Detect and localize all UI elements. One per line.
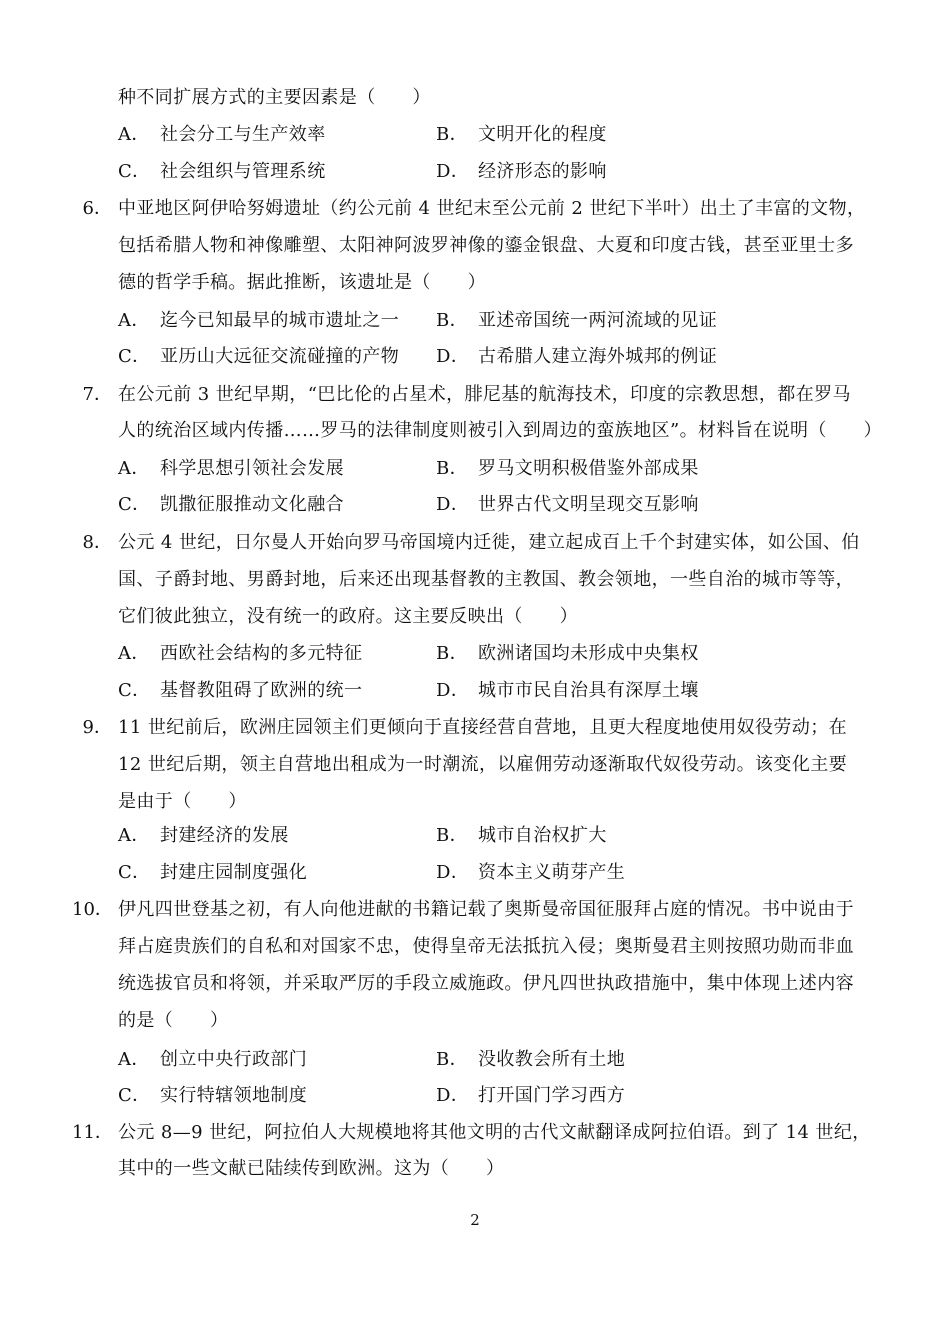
option-text: 社会分工与生产效率 [160,124,326,145]
q5-option-d[interactable] [436,159,607,185]
page-number: 2 [470,1211,480,1229]
q5-option-b[interactable] [436,122,607,148]
q5-stem-line-1: 种不同扩展方式的主要因素是（ ） [118,87,431,108]
option-text: 封建经济的发展 [160,825,289,846]
option-letter: C． [118,494,151,515]
q10-stem-line-2: 拜占庭贵族们的自私和对国家不忠，使得皇帝无法抵抗入侵；奥斯曼君主则按照功勋而非血 [118,936,854,957]
option-text: 封建庄园制度强化 [160,862,308,883]
option-letter: A． [118,124,150,145]
option-text: 实行特辖领地制度 [160,1085,308,1106]
option-text: 文明开化的程度 [478,124,607,145]
q7-stem-line-2: 人的统治区域内传播……罗马的法律制度则被引入到周边的蛮族地区”。材料旨在说明（ ） [118,420,882,441]
q11-stem-line-1: 公元 8—9 世纪，阿拉伯人大规模地将其他文明的古代文献翻译成阿拉伯语。到了 14 世纪， [118,1122,871,1143]
option-text: 城市自治权扩大 [478,825,607,846]
option-text: 打开国门学习西方 [478,1085,626,1106]
option-letter: A． [118,825,150,846]
option-text: 科学思想引领社会发展 [160,458,344,479]
option-letter: D． [436,862,470,883]
q8-option-b[interactable] [436,641,699,667]
q10-number: 10． [72,899,113,920]
option-text: 欧洲诸国均未形成中央集权 [478,643,699,664]
q9-stem-line-1: 11 世纪前后，欧洲庄园领主们更倾向于直接经营自营地，且更大程度地使用奴役劳动；在 [118,717,848,738]
option-text: 城市市民自治具有深厚土壤 [478,680,699,701]
option-letter: C． [118,1085,151,1106]
option-text: 社会组织与管理系统 [160,161,326,182]
q9-option-b[interactable] [436,823,607,849]
q10-option-d[interactable] [436,1083,625,1109]
option-text: 世界古代文明呈现交互影响 [478,494,699,515]
q6-option-d[interactable] [436,344,717,370]
q10-option-c[interactable] [118,1083,307,1109]
option-letter: B． [436,458,469,479]
option-letter: D． [436,161,470,182]
option-text: 西欧社会结构的多元特征 [160,643,363,664]
q7-option-a[interactable] [118,456,344,482]
q10-option-a[interactable] [118,1047,307,1073]
q6-stem-line-2: 包括希腊人物和神像雕塑、太阳神阿波罗神像的鎏金银盘、大夏和印度古钱，甚至亚里士多 [118,235,854,256]
option-letter: B． [436,825,469,846]
q10-option-b[interactable] [436,1047,625,1073]
q7-option-c[interactable] [118,492,344,518]
q6-option-a[interactable] [118,308,399,334]
q11-stem-line-2: 其中的一些文献已陆续传到欧洲。这为（ ） [118,1158,505,1179]
option-letter: D． [436,346,470,367]
option-letter: D． [436,1085,470,1106]
q7-stem-line-1: 在公元前 3 世纪早期，“巴比伦的占星术，腓尼基的航海技术，印度的宗教思想，都在罗马 [118,384,851,405]
q8-stem-line-2: 国、子爵封地、男爵封地，后来还出现基督教的主教国、教会领地，一些自治的城市等等， [118,569,854,590]
q10-stem-line-1: 伊凡四世登基之初，有人向他进献的书籍记载了奥斯曼帝国征服拜占庭的情况。书中说由于 [118,899,854,920]
q6-stem-line-3: 德的哲学手稿。据此推断，该遗址是（ ） [118,272,486,293]
q10-stem-line-3: 统选拔官员和将领，并采取严厉的手段立威施政。伊凡四世执政措施中，集中体现上述内容 [118,973,854,994]
q8-number: 8． [82,532,112,553]
q6-stem-line-1: 中亚地区阿伊哈努姆遗址（约公元前 4 世纪末至公元前 2 世纪下半叶）出土了丰富的文物， [118,198,866,219]
option-letter: A． [118,643,150,664]
q8-option-c[interactable] [118,678,362,704]
option-text: 罗马文明积极借鉴外部成果 [478,458,699,479]
q9-stem-line-3: 是由于（ ） [118,791,247,812]
q8-stem-line-1: 公元 4 世纪，日尔曼人开始向罗马帝国境内迁徙，建立起成百上千个封建实体，如公国、伯 [118,532,860,553]
q9-number: 9． [82,717,112,738]
option-letter: C． [118,161,151,182]
q8-stem-line-3: 它们彼此独立，没有统一的政府。这主要反映出（ ） [118,606,578,627]
option-letter: C． [118,346,151,367]
option-letter: B． [436,1049,469,1070]
option-text: 创立中央行政部门 [160,1049,308,1070]
option-text: 没收教会所有土地 [478,1049,626,1070]
q9-stem-line-2: 12 世纪后期，领主自营地出租成为一时潮流，以雇佣劳动逐渐取代奴役劳动。该变化主要 [118,754,848,775]
option-letter: A． [118,1049,150,1070]
option-letter: A． [118,458,150,479]
q8-option-a[interactable] [118,641,362,667]
option-letter: C． [118,862,151,883]
q5-option-a[interactable] [118,122,326,148]
q9-option-d[interactable] [436,860,625,886]
option-text: 资本主义萌芽产生 [478,862,626,883]
option-text: 亚历山大远征交流碰撞的产物 [160,346,400,367]
q9-option-a[interactable] [118,823,289,849]
q5-option-c[interactable] [118,159,326,185]
option-text: 古希腊人建立海外城邦的例证 [478,346,718,367]
q6-option-b[interactable] [436,308,717,334]
q11-number: 11． [72,1122,113,1143]
option-text: 亚述帝国统一两河流域的见证 [478,310,718,331]
q7-number: 7． [82,384,112,405]
option-text: 经济形态的影响 [478,161,607,182]
option-letter: B． [436,124,469,145]
option-text: 迄今已知最早的城市遗址之一 [160,310,400,331]
option-text: 凯撒征服推动文化融合 [160,494,344,515]
option-letter: D． [436,494,470,515]
option-text: 基督教阻碍了欧洲的统一 [160,680,363,701]
option-letter: B． [436,643,469,664]
option-letter: D． [436,680,470,701]
option-letter: B． [436,310,469,331]
q6-number: 6． [82,198,112,219]
option-letter: C． [118,680,151,701]
q7-option-d[interactable] [436,492,699,518]
option-letter: A． [118,310,150,331]
q9-option-c[interactable] [118,860,307,886]
q8-option-d[interactable] [436,678,699,704]
q6-option-c[interactable] [118,344,399,370]
q7-option-b[interactable] [436,456,699,482]
q10-stem-line-4: 的是（ ） [118,1010,229,1031]
